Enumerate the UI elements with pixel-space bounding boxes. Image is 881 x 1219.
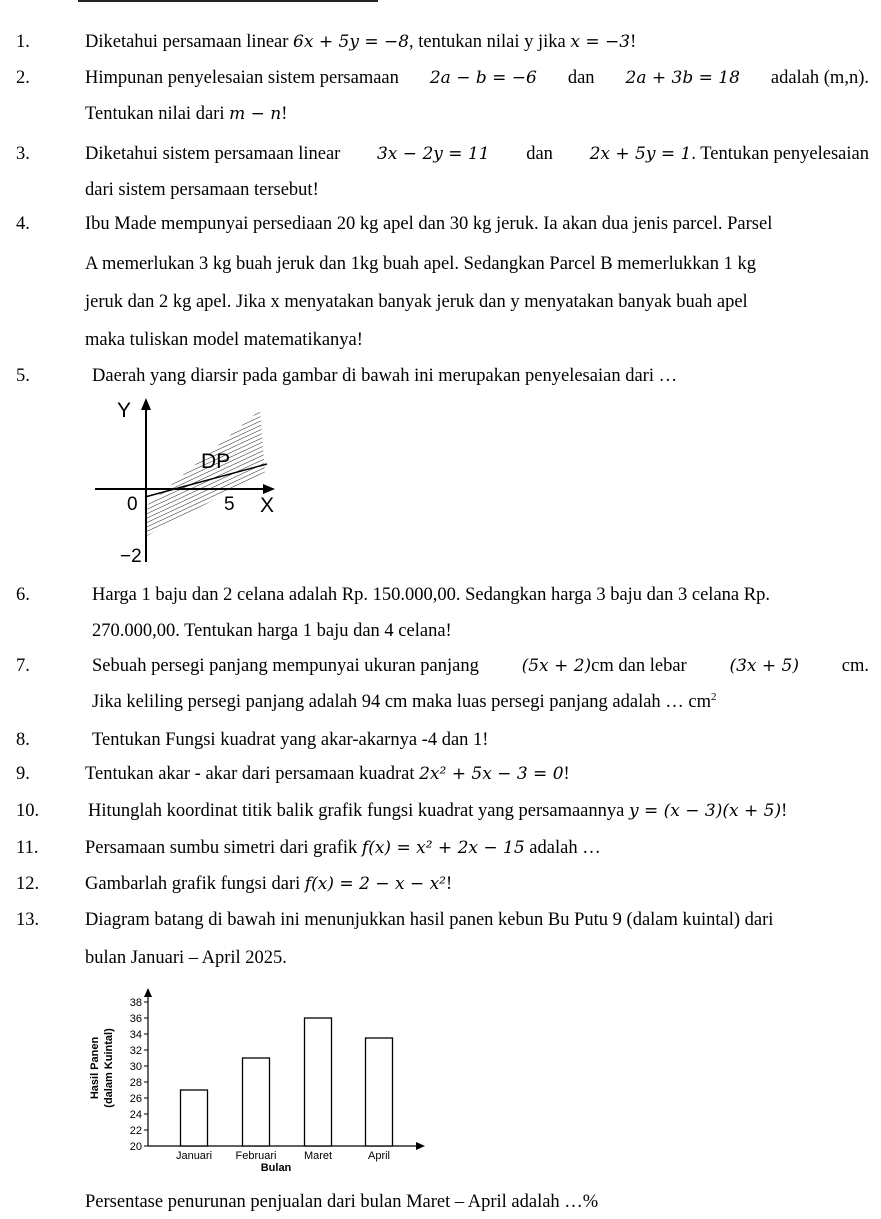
question-number: 7. [16, 656, 30, 676]
bar-februari [243, 1058, 270, 1146]
x-axis-arrow [416, 1142, 425, 1150]
x-axis-title: Bulan [260, 1162, 292, 1174]
y-tick-label: 36 [129, 1013, 142, 1025]
y-tick-label: 28 [129, 1077, 142, 1089]
y-axis-label: Y [117, 399, 132, 422]
question-text: Tentukan akar - akar dari persamaan kuadrat 2x² + 5x − 3 = 0! [85, 764, 570, 784]
y-tick-label: 20 [129, 1141, 142, 1153]
y-tick-label: −2 [120, 546, 142, 567]
question-text: Sebuah persegi panjang mempunyai ukuran panjang (5x + 2)cm dan lebar (3x + 5) cm. [92, 656, 869, 676]
y-tick-label: 30 [129, 1061, 142, 1073]
shaded-region [145, 410, 265, 537]
bar-april [366, 1038, 393, 1146]
question-number: 5. [16, 366, 30, 386]
y-axis-arrow [144, 988, 152, 997]
question-text: Himpunan penyelesaian sistem persamaan 2a − b = −6 dan 2a + 3b = 18 adalah (m,n). [85, 68, 869, 88]
category-label: Januari [175, 1150, 213, 1162]
question-number: 12. [16, 874, 40, 894]
harvest-bar-chart [80, 982, 440, 1177]
y-axis-title: Hasil Panen [89, 1036, 101, 1100]
bar-januari [181, 1090, 208, 1146]
inequality-graph [95, 392, 295, 577]
y-tick-label: 38 [129, 997, 142, 1009]
y-tick-label: 22 [129, 1125, 142, 1137]
question-text: Diketahui sistem persamaan linear 3x − 2y = 11 dan 2x + 5y = 1. Tentukan penyelesaian [85, 144, 869, 164]
question-text: Hitunglah koordinat titik balik grafik fungsi kuadrat yang persamaannya y = (x − 3)(x + 5)! [88, 801, 788, 821]
category-label: April [367, 1150, 391, 1162]
question-text: Ibu Made mempunyai persediaan 20 kg apel dan 30 kg jeruk. Ia akan dua jenis parcel. Parsel [85, 214, 773, 234]
top-rule [78, 0, 378, 2]
y-axis-arrow [141, 398, 151, 410]
question-number: 6. [16, 585, 30, 605]
question-text: Harga 1 baju dan 2 celana adalah Rp. 150.000,00. Sedangkan harga 3 baju dan 3 celana Rp. [92, 585, 770, 605]
bar-maret [305, 1018, 332, 1146]
question-number: 2. [16, 68, 30, 88]
origin-label: 0 [127, 494, 138, 515]
question-number: 10. [16, 801, 40, 821]
question-text: Diketahui persamaan linear 6x + 5y = −8, tentukan nilai y jika x = −3! [85, 32, 637, 52]
category-label: Maret [303, 1150, 333, 1162]
question-text: Persamaan sumbu simetri dari grafik f(x) = x² + 2x − 15 adalah … [85, 838, 601, 858]
y-tick-label: 26 [129, 1093, 142, 1105]
question-number: 11. [16, 838, 39, 858]
question-number: 8. [16, 730, 30, 750]
question-number: 13. [16, 910, 40, 930]
x-tick-label: 5 [224, 494, 235, 515]
x-axis-label: X [260, 494, 275, 517]
question-text: Gambarlah grafik fungsi dari f(x) = 2 − x − x²! [85, 874, 453, 894]
question-text: Diagram batang di bawah ini menunjukkan hasil panen kebun Bu Putu 9 (dalam kuintal) dari [85, 910, 774, 930]
y-tick-label: 34 [129, 1029, 142, 1041]
question-number: 9. [16, 764, 30, 784]
question-number: 1. [16, 32, 30, 52]
question-number: 3. [16, 144, 30, 164]
category-label: Februari [235, 1150, 277, 1162]
question-text: Daerah yang diarsir pada gambar di bawah ini merupakan penyelesaian dari … [92, 366, 678, 386]
x-axis-arrow [263, 484, 275, 494]
question-text: Tentukan Fungsi kuadrat yang akar-akarnya -4 dan 1! [92, 730, 489, 750]
region-label: DP [201, 450, 231, 473]
y-tick-label: 24 [129, 1109, 142, 1121]
y-tick-label: 32 [129, 1045, 142, 1057]
y-axis-subtitle: (dalam Kuintal) [103, 1028, 115, 1108]
question-number: 4. [16, 214, 30, 234]
